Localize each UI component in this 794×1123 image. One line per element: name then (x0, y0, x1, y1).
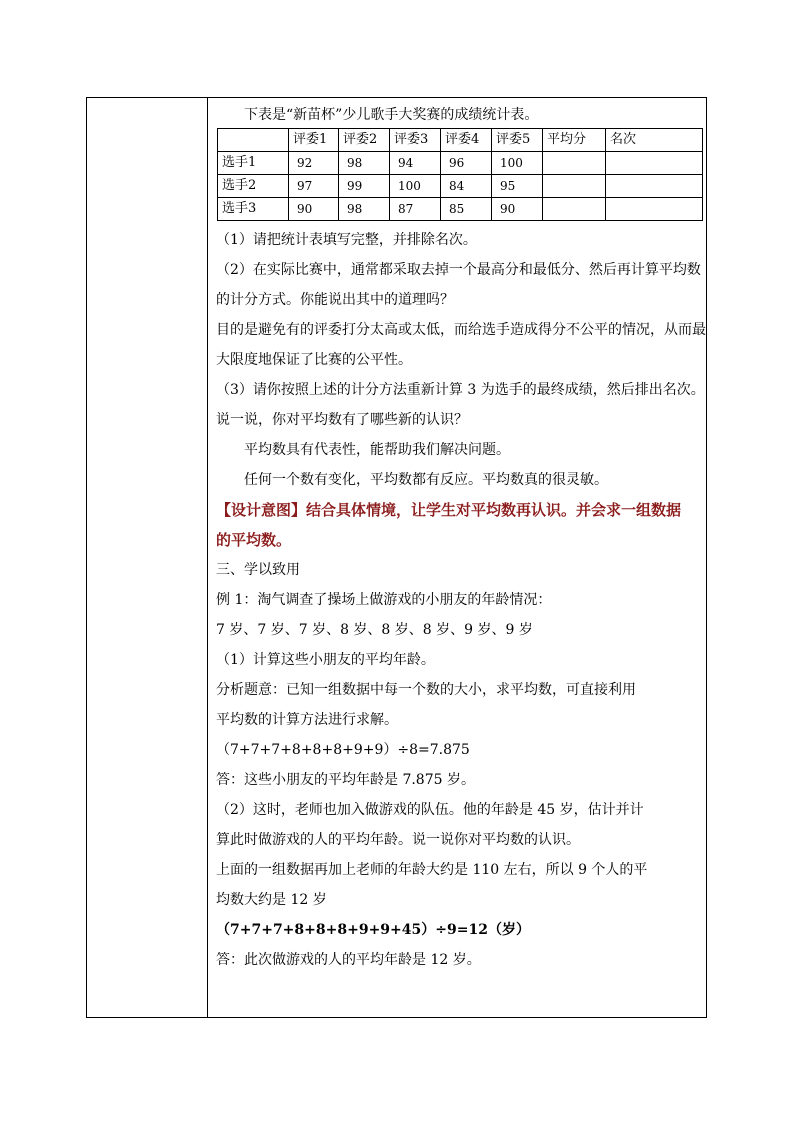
average-cell (543, 175, 606, 198)
header-cell: 平均分 (543, 129, 606, 152)
rank-cell (606, 175, 703, 198)
analysis-line-1: 分析题意：已知一组数据中每一个数的大小，求平均数，可直接利用 (216, 682, 636, 698)
lesson-table-frame (86, 97, 707, 1018)
answer-2-line-2: 大限度地保证了比赛的公平性。 (216, 352, 412, 368)
header-cell: 名次 (606, 129, 703, 152)
calculation-1: （7+7+7+8+8+8+9+9）÷8=7.875 (216, 742, 470, 758)
header-cell: 评委4 (441, 129, 492, 152)
answer-2-line-1: 目的是避免有的评委打分太高或太低，而给选手造成得分不公平的情况，从而最 (216, 322, 706, 338)
header-cell: 评委5 (492, 129, 543, 152)
score-cell: 94 (390, 152, 441, 175)
answer-4-line-2: 任何一个数有变化，平均数都有反应。平均数真的很灵敏。 (244, 472, 608, 488)
section-heading: 三、学以致用 (216, 562, 300, 578)
row-label: 选手1 (218, 152, 289, 175)
score-cell: 90 (289, 198, 339, 221)
lesson-content (216, 102, 704, 975)
question-2-line-2: 的计分方式。你能说出其中的道理吗？ (216, 292, 454, 308)
answer-1: 答：这些小朋友的平均年龄是 7.875 岁。 (216, 772, 475, 788)
answer-4-line-1: 平均数具有代表性，能帮助我们解决问题。 (244, 442, 510, 458)
header-cell: 评委2 (339, 129, 390, 152)
score-cell: 87 (390, 198, 441, 221)
estimate-line-1: 上面的一组数据再加上老师的年龄大约是 110 左右，所以 9 个人的平 (216, 862, 648, 878)
score-cell: 85 (441, 198, 492, 221)
table-intro: 下表是“新苗杯”少儿歌手大奖赛的成绩统计表。 (244, 107, 539, 123)
header-cell: 评委3 (390, 129, 441, 152)
rank-cell (606, 198, 703, 221)
question-2-line-1: （2）在实际比赛中，通常都采取去掉一个最高分和最低分、然后再计算平均数 (216, 262, 701, 278)
example-1-question-2-line-1: （2）这时，老师也加入做游戏的队伍。他的年龄是 45 岁，估计并计 (216, 802, 644, 818)
example-1-title: 例 1：淘气调查了操场上做游戏的小朋友的年龄情况： (216, 592, 552, 608)
score-stats-table (217, 128, 703, 221)
rank-cell (606, 152, 703, 175)
calculation-2: （7+7+7+8+8+8+9+9+45）÷9=12（岁） (216, 922, 530, 938)
example-1-question-2-line-2: 算此时做游戏的人的平均年龄。说一说你对平均数的认识。 (216, 832, 580, 848)
score-cell: 96 (441, 152, 492, 175)
row-label: 选手3 (218, 198, 289, 221)
average-cell (543, 198, 606, 221)
score-cell: 100 (492, 152, 543, 175)
header-cell: 评委1 (289, 129, 339, 152)
analysis-line-2: 平均数的计算方法进行求解。 (216, 712, 398, 728)
design-intent-line-1: 【设计意图】结合具体情境，让学生对平均数再认识。并会求一组数据 (216, 501, 682, 519)
score-cell: 100 (390, 175, 441, 198)
score-cell: 99 (339, 175, 390, 198)
average-cell (543, 152, 606, 175)
column-divider (207, 98, 208, 1017)
row-label: 选手2 (218, 175, 289, 198)
score-cell: 98 (339, 152, 390, 175)
score-cell: 90 (492, 198, 543, 221)
question-3: （3）请你按照上述的计分方法重新计算 3 为选手的最终成绩，然后排出名次。 (216, 382, 705, 398)
score-cell: 92 (289, 152, 339, 175)
table-header-row (218, 129, 703, 152)
score-cell: 84 (441, 175, 492, 198)
estimate-line-2: 均数大约是 12 岁 (216, 892, 327, 908)
header-cell (218, 129, 289, 152)
design-intent-line-2: 的平均数。 (216, 531, 292, 549)
table-row (218, 152, 703, 175)
ages-list: 7 岁、7 岁、7 岁、8 岁、8 岁、8 岁、9 岁、9 岁 (216, 622, 533, 638)
score-cell: 95 (492, 175, 543, 198)
table-row (218, 175, 703, 198)
question-1: （1）请把统计表填写完整，并排除名次。 (216, 232, 477, 248)
score-cell: 97 (289, 175, 339, 198)
question-4: 说一说，你对平均数有了哪些新的认识？ (216, 412, 468, 428)
table-row (218, 198, 703, 221)
answer-2: 答：此次做游戏的人的平均年龄是 12 岁。 (216, 952, 481, 968)
example-1-question-1: （1）计算这些小朋友的平均年龄。 (216, 652, 435, 668)
score-cell: 98 (339, 198, 390, 221)
